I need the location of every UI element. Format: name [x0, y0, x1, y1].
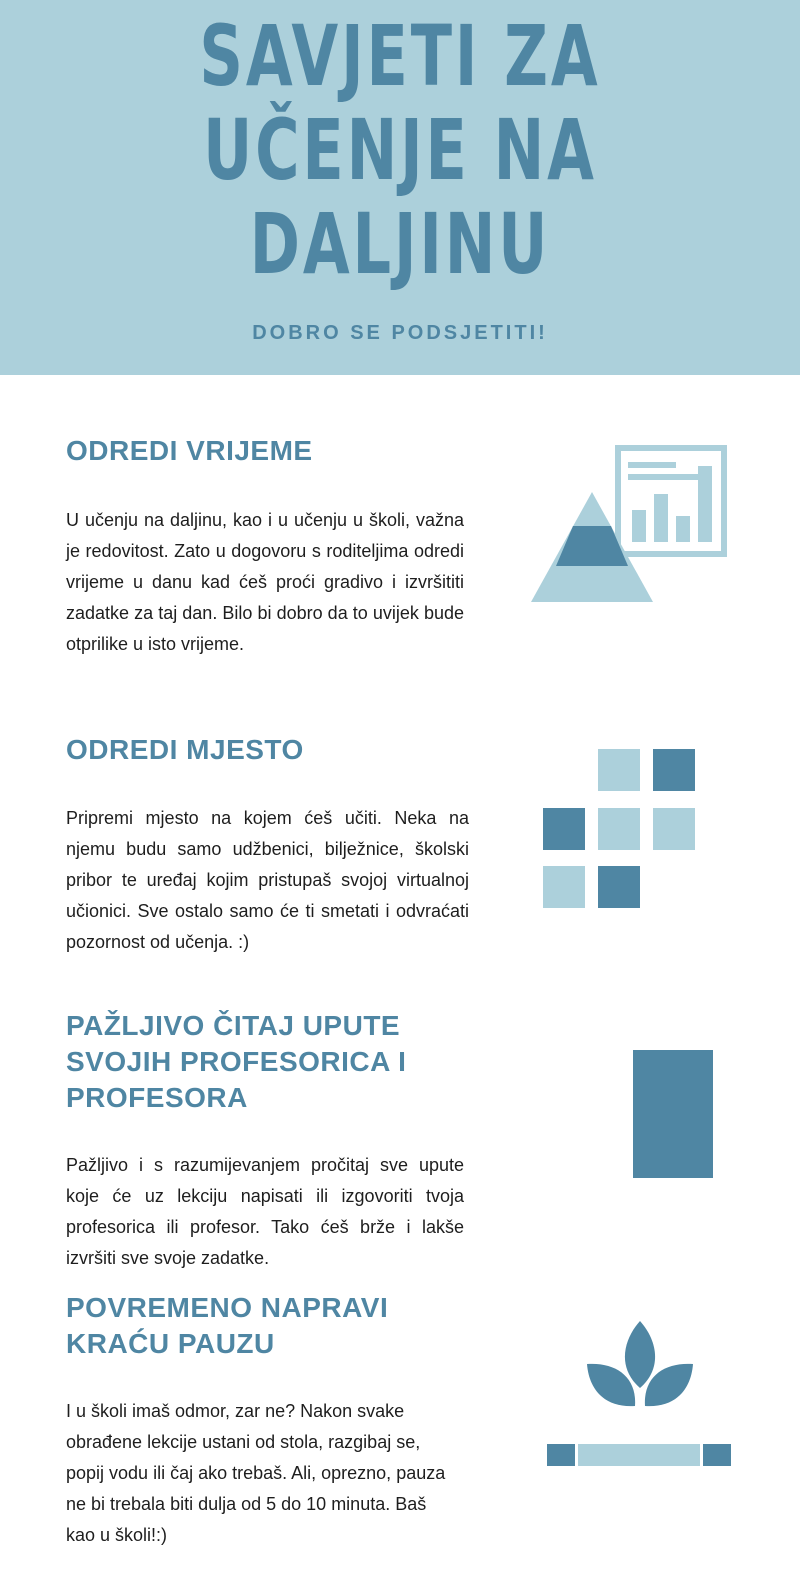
section-title-break-line-2: KRAĆU PAUZU: [66, 1328, 275, 1359]
section-title-time: ODREDI VRIJEME: [66, 435, 313, 466]
header-banner: [0, 0, 800, 375]
section-title-instructions-line-2: SVOJIH PROFESORICA I: [66, 1046, 407, 1077]
section-title-place: ODREDI MJESTO: [66, 734, 304, 765]
title-line-2: UČENJE NA: [203, 101, 597, 199]
plant-sprout-icon: [545, 1318, 735, 1470]
section-text-instructions: Pažljivo i s razumijevanjem pročitaj sve upute koje će uz lekciju napisati ili izgovoriti tvoja profesorica ili profesor. Tako ćeš brže i lakše izvršiti sve svoje zadatke.: [66, 1155, 464, 1268]
title-line-1: SAVJETI ZA: [199, 7, 601, 105]
grid-blocks-icon: [540, 746, 702, 912]
section-title-instructions: [66, 1008, 406, 1116]
section-title-instructions-line-1: PAŽLJIVO ČITAJ UPUTE: [66, 1010, 401, 1041]
section-title-instructions-line-3: PROFESORA: [66, 1082, 248, 1113]
section-text-place: Pripremi mjesto na kojem ćeš učiti. Neka na njemu budu samo udžbenici, bilježnice, školski pribor te uređaj kojim pristupaš svojoj virtualnoj učionici. Sve ostalo samo će ti smetati i odvraćati pozornost od učenja. :): [66, 808, 469, 952]
title-line-3: DALJINU: [249, 195, 551, 293]
page-subtitle: DOBRO SE PODSJETITI!: [252, 322, 548, 344]
section-text-break: I u školi imaš odmor, zar ne? Nakon svake obrađene lekcije ustani od stola, razgibaj se, popij vodu ili čaj ako trebaš. Ali, oprezno, pauza ne bi trebala biti dulja od 5 do 10 minuta. Baš kao u školi!:): [66, 1401, 446, 1545]
pyramid-chart-icon: [528, 444, 730, 604]
rectangle-block-icon: [633, 1050, 713, 1178]
section-title-break: [66, 1290, 388, 1362]
section-text-time: U učenju na daljinu, kao i u učenju u školi, važna je redovitost. Zato u dogovoru s roditeljima odredi vrijeme u danu kad ćeš proći gradivo i izvršititi zadatke za taj dan. Bilo bi dobro da to uvijek bude otprilike u isto vrijeme.: [66, 510, 464, 654]
section-title-break-line-1: POVREMENO NAPRAVI: [66, 1292, 389, 1323]
